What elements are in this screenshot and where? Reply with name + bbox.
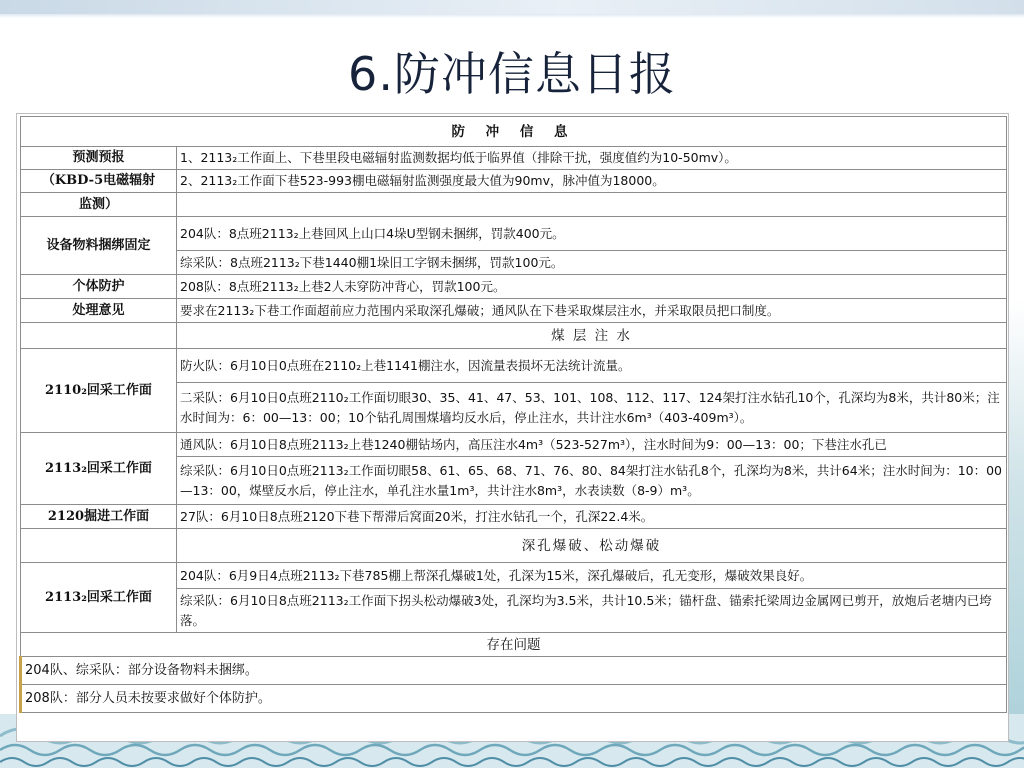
table-header: 防 冲 信 息 [21, 117, 1007, 147]
issue-1: 204队、综采队：部分设备物料未捆绑。 [21, 657, 1007, 685]
opinion-label: 处理意见 [21, 299, 177, 323]
issues-section: 存在问题 [21, 633, 1007, 657]
top-decor-band [0, 0, 1024, 14]
anti-impact-info-table [19, 116, 1007, 713]
forecast-item-1: 1、2113₂工作面上、下巷里段电磁辐射监测数据均低于临界值（排除干扰，强度值约为10-50mv）。 [177, 147, 1007, 170]
water-section-blank [21, 323, 177, 349]
face-2113-water-item-1: 通风队：6月10日8点班2113₂上巷1240棚钻场内，高压注水4m³（523-527m³），注水时间为9：00—13：00；下巷注水孔已 [177, 433, 1007, 457]
blasting-section: 深孔爆破、松动爆破 [177, 529, 1007, 563]
face-2110-item-2: 二采队：6月10日0点班2110₂工作面切眼30、35、41、47、53、101、108、112、117、124架打注水钻孔10个，孔深均为8米，共计80米；注水时间为：6：00—13：00；10个钻孔周围煤墙均反水后，停止注水，共计注水6m³（403-409m³）。 [177, 383, 1007, 433]
report-document [16, 113, 1009, 742]
face-2120-text: 27队：6月10日8点班2120下巷下帮滞后窝面20米，打注水钻孔一个，孔深22.4米。 [177, 505, 1007, 529]
face-2113-blast-item-2: 综采队：6月10日8点班2113₂工作面下拐头松动爆破3处，孔深均为3.5米，共计10.5米；锚杆盘、锚索托梁周边金属网已剪开，放炮后老塘内已垮落。 [177, 589, 1007, 633]
face-2113-blast-label: 2113₂回采工作面 [21, 563, 177, 633]
face-2113-blast-item-1: 204队：6月9日4点班2113₂下巷785棚上帮深孔爆破1处，孔深为15米，深孔爆破后，孔无变形，爆破效果良好。 [177, 563, 1007, 589]
face-2110-item-1: 防火队：6月10日0点班在2110₂上巷1141棚注水，因流量表损坏无法统计流量。 [177, 349, 1007, 383]
issue-2: 208队：部分人员未按要求做好个体防护。 [21, 685, 1007, 713]
forecast-label-3: 监测） [21, 193, 177, 217]
personal-protection-text: 208队：8点班2113₂上巷2人未穿防冲背心，罚款100元。 [177, 275, 1007, 299]
water-injection-section: 煤 层 注 水 [177, 323, 1007, 349]
equipment-item-2: 综采队：8点班2113₂下巷1440棚1垛旧工字钢未捆绑，罚款100元。 [177, 251, 1007, 275]
personal-protection-label: 个体防护 [21, 275, 177, 299]
face-2113-water-item-2: 综采队：6月10日0点班2113₂工作面切眼58、61、65、68、71、76、80、84架打注水钻孔8个，孔深均为8米，共计64米；注水时间为：10：00—13：00，煤壁反水后，停止注水，单孔注水量1m³，共计注水8m³，水表读数（8-9）m³。 [177, 457, 1007, 505]
top-decor-shadow [0, 14, 1024, 18]
face-2110-label: 2110₂回采工作面 [21, 349, 177, 433]
slide-title: 6.防冲信息日报 [348, 47, 676, 101]
forecast-label-2: （KBD-5电磁辐射 [21, 170, 177, 193]
blast-section-blank [21, 529, 177, 563]
equipment-label: 设备物料捆绑固定 [21, 217, 177, 275]
forecast-item-2: 2、2113₂工作面下巷523-993棚电磁辐射监测强度最大值为90mv，脉冲值为18000。 [177, 170, 1007, 193]
face-2113-water-label: 2113₂回采工作面 [21, 433, 177, 505]
forecast-label: 预测预报 [21, 147, 177, 170]
face-2120-label: 2120掘进工作面 [21, 505, 177, 529]
forecast-empty-cell [177, 193, 1007, 217]
opinion-text: 要求在2113₂下巷工作面超前应力范围内采取深孔爆破；通风队在下巷采取煤层注水，并采取限员把口制度。 [177, 299, 1007, 323]
equipment-item-1: 204队：8点班2113₂上巷回风上山口4垛U型钢未捆绑，罚款400元。 [177, 217, 1007, 251]
